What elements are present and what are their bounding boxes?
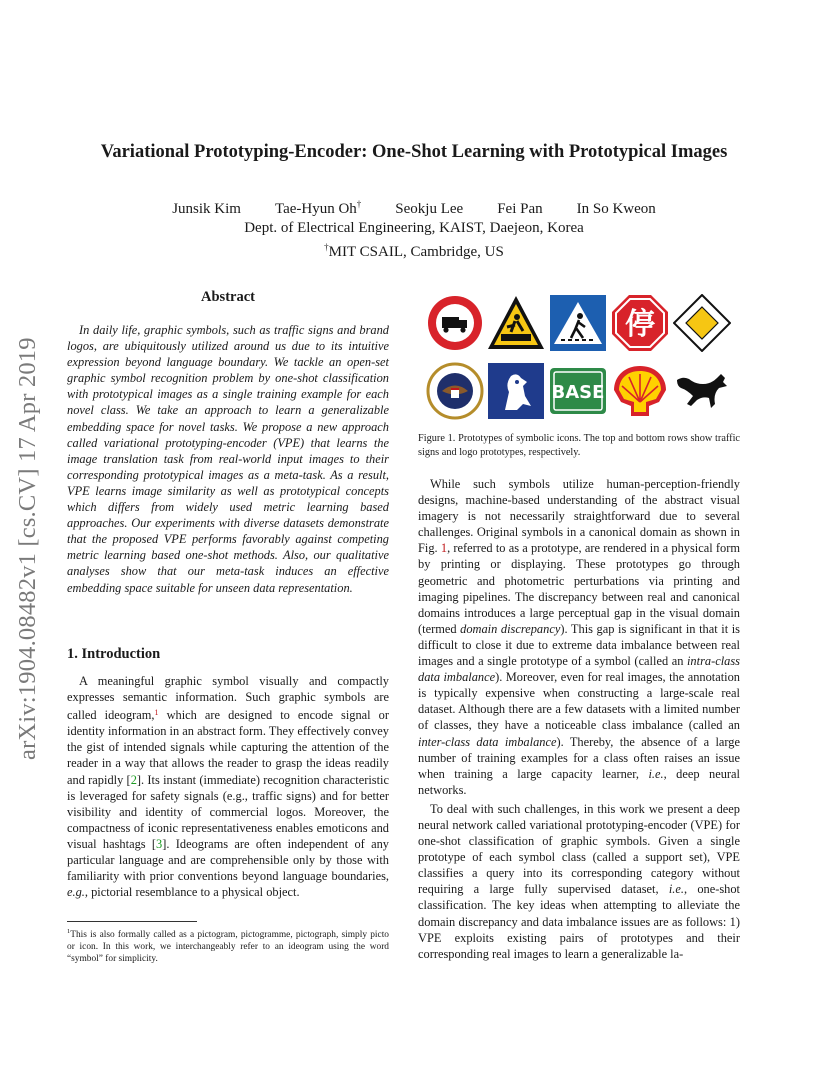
affiliation-2-text: MIT CSAIL, Cambridge, US <box>328 244 504 260</box>
author-name: Fei Pan <box>497 201 543 217</box>
abstract-heading: Abstract <box>201 289 255 305</box>
text-run: intra-class data imbalance <box>418 654 740 685</box>
text-run: which are designed to encode signal or identity information in an abstract form. They effectively convey the gist of intended signals while capturing the attention of the reader in a way that allows the reader to grasp the ideas readily and rapidly [ <box>67 708 389 787</box>
text-run: i.e. <box>648 766 664 781</box>
author-block <box>0 195 828 262</box>
text-run: inter-class data imbalance <box>418 734 557 749</box>
pedestrian-crossing-sign-icon <box>549 294 607 352</box>
shell-logo <box>611 362 669 420</box>
text-run: i.e. <box>668 882 684 897</box>
stop-sign-char: 停 <box>625 307 655 342</box>
author-name: In So Kweon <box>576 201 656 217</box>
no-trucks-sign-icon <box>426 294 484 352</box>
citation-link[interactable]: 2 <box>130 772 137 787</box>
author-name: Junsik Kim <box>172 201 241 217</box>
author-name-text: Tae-Hyun Oh <box>274 201 357 217</box>
text-run: ). Moreover, even for real images, the annotation is typically expensive when constructing a large-scale real dataset. Although there are a few datasets with a limited number of classes, they have a noticeable class imbalance (called an <box>418 670 741 733</box>
peugeot-lion-logo <box>487 362 545 420</box>
abstract-text <box>67 322 389 596</box>
affiliation-2 <box>0 238 828 262</box>
right-column-text <box>418 476 740 962</box>
text-run: ). This gap is significant in that it is difficult to close it due to extreme data imbalance between real images and a single prototype of a symbol (called an <box>418 621 741 669</box>
body-paragraph <box>418 801 740 962</box>
dagger-mark: † <box>356 199 362 209</box>
road-works-sign-icon <box>487 294 545 352</box>
author-names <box>0 195 828 219</box>
text-run: ]. Ideograms are often independent of any particular language and are comprehensible only by those with familiarity with prior conventions beyond language boundaries, <box>67 836 389 884</box>
footnote-mark: 1 <box>67 928 71 935</box>
text-run: e.g. <box>67 885 85 900</box>
dagger-mark: † <box>324 242 329 252</box>
figure-caption: Figure 1. Prototypes of symbolic icons. The top and bottom rows show traffic signs and logo prototypes, respectively. <box>418 433 740 458</box>
text-run: While such symbols utilize human-perception-friendly designs, machine-based understanding of the abstract visual imagery is not necessarily straightforward due to several challenges. Original symbols in a canonical domain as shown in Fig. <box>418 477 740 556</box>
presidential-seal-logo <box>426 362 484 420</box>
text-run: ]. Its instant (immediate) recognition characteristic is leveraged for safety signals (e.g., traffic signs) and for better visibility and identity of commercial logos. Moreover, the compactness of iconic representativeness enables emoticons and visual hashtags [ <box>67 772 389 851</box>
text-run: , pictorial resemblance to a physical object. <box>84 885 300 900</box>
abstract-paragraph: In daily life, graphic symbols, such as traffic signs and brand logos, are ubiquitously utilized around us due to its intuitive expression beyond language boundary. We tackle an open-set graphic symbol recognition problem by one-shot classification with prototypical images as a single training example for each novel class. We take an approach to learn a generalizable embedding space for novel tasks. We propose a new approach called variational prototyping-encoder (VPE) that learns the image translation task from real-world input images to their corresponding prototypical images as a meta-task. As a result, VPE learns image similarity as well as prototypical concepts which differs from widely used metric learning based approaches. Our experiments with diverse datasets demonstrate that the proposed VPE performs favorably against competing metric learning based one-shot methods. Also, our qualitative analyses show that our meta-task induces an effective embedding space suitable for unseen data representation. <box>67 323 389 595</box>
text-run: To deal with such challenges, in this work we present a deep neural network called variational prototyping-encoder (VPE) for one-shot classification of graphic symbols. Given a single prototype of each symbol class (called a support set), VPE classifies a query into its corresponding category without requiring a large fully supervised dataset, <box>418 801 740 897</box>
base-logo <box>549 362 607 420</box>
text-run: A meaningful graphic symbol visually and compactly expresses semantic information. Such graphic symbols are called ideogram, <box>67 674 389 723</box>
footnote-rule <box>67 921 197 922</box>
base-logo-text: BASE <box>551 382 605 403</box>
figure-ref-link[interactable]: 1 <box>440 541 448 556</box>
intro-paragraph <box>67 673 389 900</box>
author-name <box>275 201 361 217</box>
footnote-ref[interactable]: 1 <box>154 708 159 718</box>
section-heading: 1. Introduction <box>67 646 161 662</box>
affiliation-1: Dept. of Electrical Engineering, KAIST, Daejeon, Korea <box>244 220 584 236</box>
figure-1 <box>418 290 740 430</box>
footnote-text: This is also formally called as a pictogram, pictogramme, pictograph, simply picto or icon. In this work, we interchangeably refer to an ideogram using the word “symbol” for simplicity. <box>67 930 389 965</box>
paper-title: Variational Prototyping-Encoder: One-Shot Learning with Prototypical Images <box>100 142 728 162</box>
text-run: , deep neural networks. <box>418 766 740 797</box>
citation-link[interactable]: 3 <box>156 836 163 851</box>
text-run: domain discrepancy <box>460 621 561 636</box>
text-run: , referred to as a prototype, are rendered in a physical form by printing or displaying. These prototypes go through geometric and photometric perturbations via printing and imaging pipelines. The discrepancy between real and canonical domains introduces a large perceptual gap in the visual domain (termed <box>418 541 740 636</box>
text-run: ). Thereby, the absence of a large number of training examples for a class often raises an issue when training a large capacity learner, <box>418 734 740 781</box>
puma-logo <box>673 362 731 420</box>
arxiv-stamp: arXiv:1904.08482v1 [cs.CV] 17 Apr 2019 <box>14 337 41 760</box>
stop-sign-icon <box>611 294 669 352</box>
footnote <box>67 926 389 965</box>
body-paragraph <box>418 476 740 798</box>
priority-road-sign-icon <box>673 294 731 352</box>
author-name: Seokju Lee <box>395 201 464 217</box>
intro-text <box>67 673 389 900</box>
text-run: , one-shot classification. The key ideas when attempting to alleviate the domain discrepancy and data imbalance issues are as follows: 1) VPE exploits existing pairs of prototypes and their corresponding real images to learn a generalizable la- <box>418 882 741 961</box>
